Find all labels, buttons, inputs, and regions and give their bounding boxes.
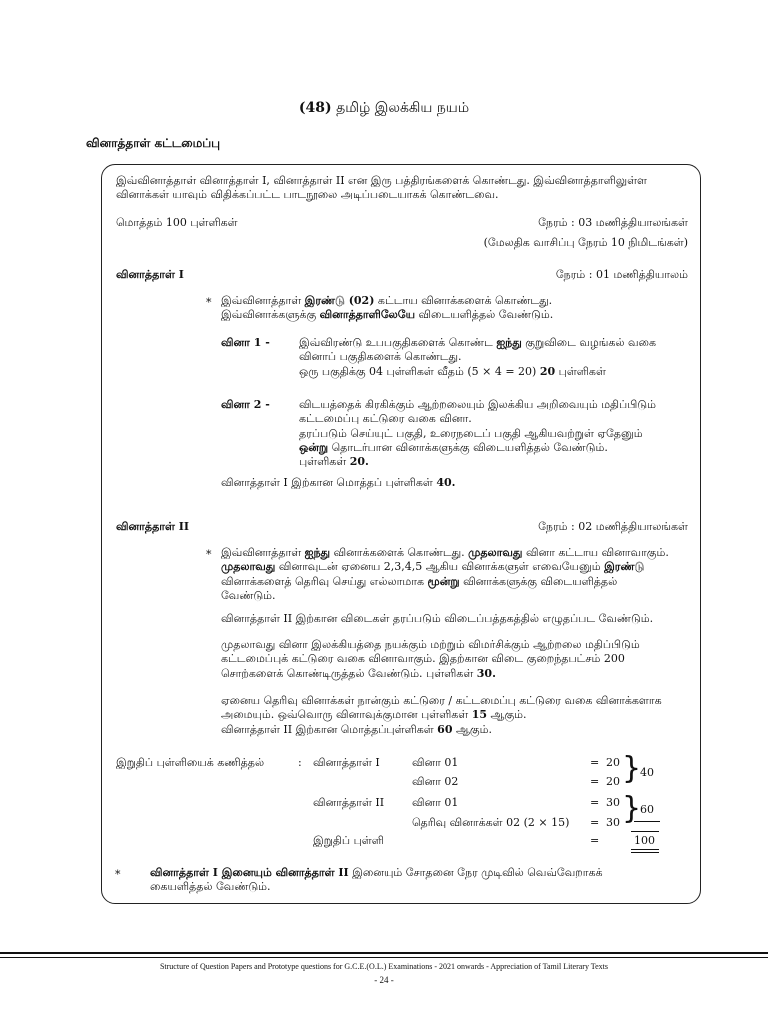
f1: முதலாவது வினா இலக்கியத்தை நயக்கும் மற்றும் விமர்சிக்கும் ஆற்றலை மதிப்பிடும் [221,638,640,651]
calc-brace-2: } [622,791,642,826]
q1-l1c: குறுவிடை வழங்கல் வகை [525,336,656,349]
paper2-first-question [221,638,640,681]
p1-text-2: கட்டாய வினாக்களைக் கொண்டது. [377,294,553,307]
q2-l5a: புள்ளிகள் [299,455,347,469]
calc-paper1: வினாத்தாள் I [313,756,380,769]
p2-l4: வேண்டும். [221,588,276,602]
q2-l4a: ஒன்று [299,440,329,454]
calc-value-20a: 20 [606,756,620,769]
f3a: சொற்களைக் கொண்டிருத்தல் வேண்டும். புள்ளிகள் [221,666,474,680]
paper1-time: நேரம் : 01 மணித்தியாலம் [555,268,688,281]
calc-value-100: 100 [634,834,655,847]
footer-rule-thin [0,957,768,958]
q1-label: வினா 1 - [221,336,270,349]
footer-text: Structure of Question Papers and Prototype questions for G.C.E.(O.L.) Examinations - 2021 onwards - Appreciation of Tamil Literary Texts [159,962,609,971]
p2-l2a: முதலாவது [221,560,276,574]
p2-text-2: விடையளித்தல் வேண்டும். [418,308,554,322]
calc-p2-q1: வினா 01 [412,796,459,809]
calc-paper2: வினாத்தாள் II [313,796,385,809]
total-time: நேரம் : 03 மணித்தியாலங்கள் [538,216,688,229]
intro-line-2: வினாக்கள் யாவும் விதிக்கப்பட்ட பாடநூலை அடிப்படையாகக் கொண்டவை. [116,188,499,202]
q1-l1a: இவ்விரண்டு உபபகுதிகளைக் கொண்ட [299,336,493,349]
calc-value-20b: 20 [606,775,620,788]
calc-overline-100 [631,831,659,832]
p2-l1e: வினா கட்டாய வினாவாகும். [525,546,669,559]
q2-label: வினா 2 - [221,398,270,411]
o3c: ஆகும். [455,722,492,736]
section-heading: வினாத்தாள் கட்டமைப்பு [86,136,221,150]
note-bold: வினாத்தாள் I இனையும் வினாத்தாள் II [150,866,349,879]
q2-l1: விடயத்தைக் கிரகிக்கும் ஆற்றலையும் இலக்கிய அறிவையும் மதிப்பிடும் [299,398,656,411]
p1-bold: இரண்டு (02) [304,294,375,307]
calc-p1-q1: வினா 01 [412,756,459,769]
paper2-heading [116,520,189,534]
paper1-total-value: 40. [436,476,456,489]
paper1-instructions [221,294,553,323]
paper2-heading-text: வினாத்தாள் II [116,520,190,533]
calc-value-60: 60 [640,803,654,816]
o2a: அமையும். ஒவ்வொரு வினாவுக்குமான புள்ளிகள் [221,708,469,722]
q1-l2: வினாப் பகுதிகளைக் கொண்டது. [299,350,462,364]
calc-underline-100b [631,852,659,853]
q2-l5b: 20. [349,455,369,469]
q1-l1b: ஐந்து [496,336,522,349]
calc-underline-60 [634,821,660,822]
p2-l2c: இரண்டு [604,560,645,574]
paper2-other-questions [221,694,662,737]
calc-label: இறுதிப் புள்ளியைக் கணித்தல் [116,756,265,769]
q1-l3b: 20 [539,364,556,378]
calc-eq-3: = [590,796,600,809]
q1-l3a: ஒரு பகுதிக்கு 04 புள்ளிகள் வீதம் (5 × 4 = 20) [299,364,537,378]
p2-l2b: வினாவுடன் ஏனைய 2,3,4,5 ஆகிய வினாக்களுள் எவையேனும் [278,560,601,574]
calc-value-40: 40 [640,766,654,779]
reading-time: (மேலதிக வாசிப்பு நேரம் 10 நிமிடங்கள்) [483,236,688,249]
o2b: 15 [471,708,488,722]
paper1-heading: வினாத்தாள் I [116,268,184,281]
page-number: - 24 - [374,975,394,985]
calc-value-30b: 30 [606,816,620,829]
intro-text [116,174,647,203]
footer-rule-thick [0,952,768,954]
p2-l3c: வினாக்களுக்கு விடையளித்தல் [463,574,618,588]
note-l2: கையளித்தல் வேண்டும். [150,880,271,894]
calc-final-label: இறுதிப் புள்ளி [313,834,384,847]
q2-l4b: தொடர்பான வினாக்களுக்கு விடையளித்தல் வேண்டும். [331,440,608,454]
q2-text [299,398,656,469]
p1-text: இவ்வினாத்தாள் [221,294,302,307]
calc-p2-q2: தெரிவு வினாக்கள் 02 (2 × 15) [412,816,570,829]
paper1-total [221,476,455,490]
calc-p1-q2: வினா 02 [412,775,459,788]
calc-colon: : [298,756,302,769]
p2-l3b: மூன்று [427,574,460,588]
note-text [150,866,603,895]
o2c: ஆகும். [490,708,527,722]
p2-text: இவ்வினாக்களுக்கு [221,308,317,322]
calc-eq-1: = [590,756,600,769]
q1-l3c: புள்ளிகள் [558,364,606,378]
p2-l1c: வினாக்களைக் கொண்டது. [333,546,465,559]
p2-bold: வினாத்தாளிலேயே [319,308,416,322]
paper2-bullet: * [206,548,212,561]
p2-l3a: வினாக்களைத் தெரிவு செய்து எல்லாமாக [221,574,425,588]
calc-brace-1: } [622,751,642,786]
q2-l2: கட்டமைப்பு கட்டுரை வகை வினா. [299,412,472,426]
o3a: வினாத்தாள் II இற்கான மொத்தப்புள்ளிகள் [221,722,434,736]
page-title [0,99,768,117]
calc-underline-100a [631,849,659,850]
note-star: * [115,868,121,881]
o1: ஏனைய தெரிவு வினாக்கள் நான்கும் கட்டுரை / கட்டமைப்பு கட்டுரை வகை வினாக்களாக [221,694,662,707]
p2-l1d: முதலாவது [468,546,523,559]
f3b: 30. [476,666,496,680]
calc-eq-5: = [590,834,600,847]
paper2-answer-note: வினாத்தாள் II இற்கான விடைகள் தரப்படும் விடைப்பத்தகத்தில் எழுதப்பட வேண்டும். [221,612,654,625]
total-marks: மொத்தம் 100 புள்ளிகள் [116,216,238,229]
calc-value-30a: 30 [606,796,620,809]
q1-text [299,336,656,379]
calc-eq-2: = [590,775,600,788]
o3b: 60 [437,722,453,736]
paper2-time: நேரம் : 02 மணித்தியாலங்கள் [538,520,688,533]
paper1-total-text: வினாத்தாள் I இற்கான மொத்தப் புள்ளிகள் [221,476,433,489]
paper1-bullet: * [206,296,212,309]
paper2-instructions [221,546,669,603]
p2-l1a: இவ்வினாத்தாள் [221,546,302,559]
title-text: தமிழ் இலக்கிய நயம் [336,100,470,116]
note-l1b: இனையும் சோதனை நேர முடிவில் வெவ்வேறாகக் [352,866,603,879]
q2-l3: தரப்படும் செய்யுட் பகுதி, உரைநடைப் பகுதி ஆகியவற்றுள் ஏதேனும் [299,426,643,440]
intro-line-1: இவ்வினாத்தாள் வினாத்தாள் I, வினாத்தாள் II என இரு பத்திரங்களைக் கொண்டது. இவ்வினாத்தாளிலுள்ள [116,174,647,187]
calc-eq-4: = [590,816,600,829]
title-number: (48) [298,100,332,116]
f2: கட்டமைப்புக் கட்டுரை வகை வினாவாகும். இதற்கான விடை குறைந்தபட்சம் 200 [221,652,625,666]
p2-l1b: ஐந்து [304,546,331,559]
